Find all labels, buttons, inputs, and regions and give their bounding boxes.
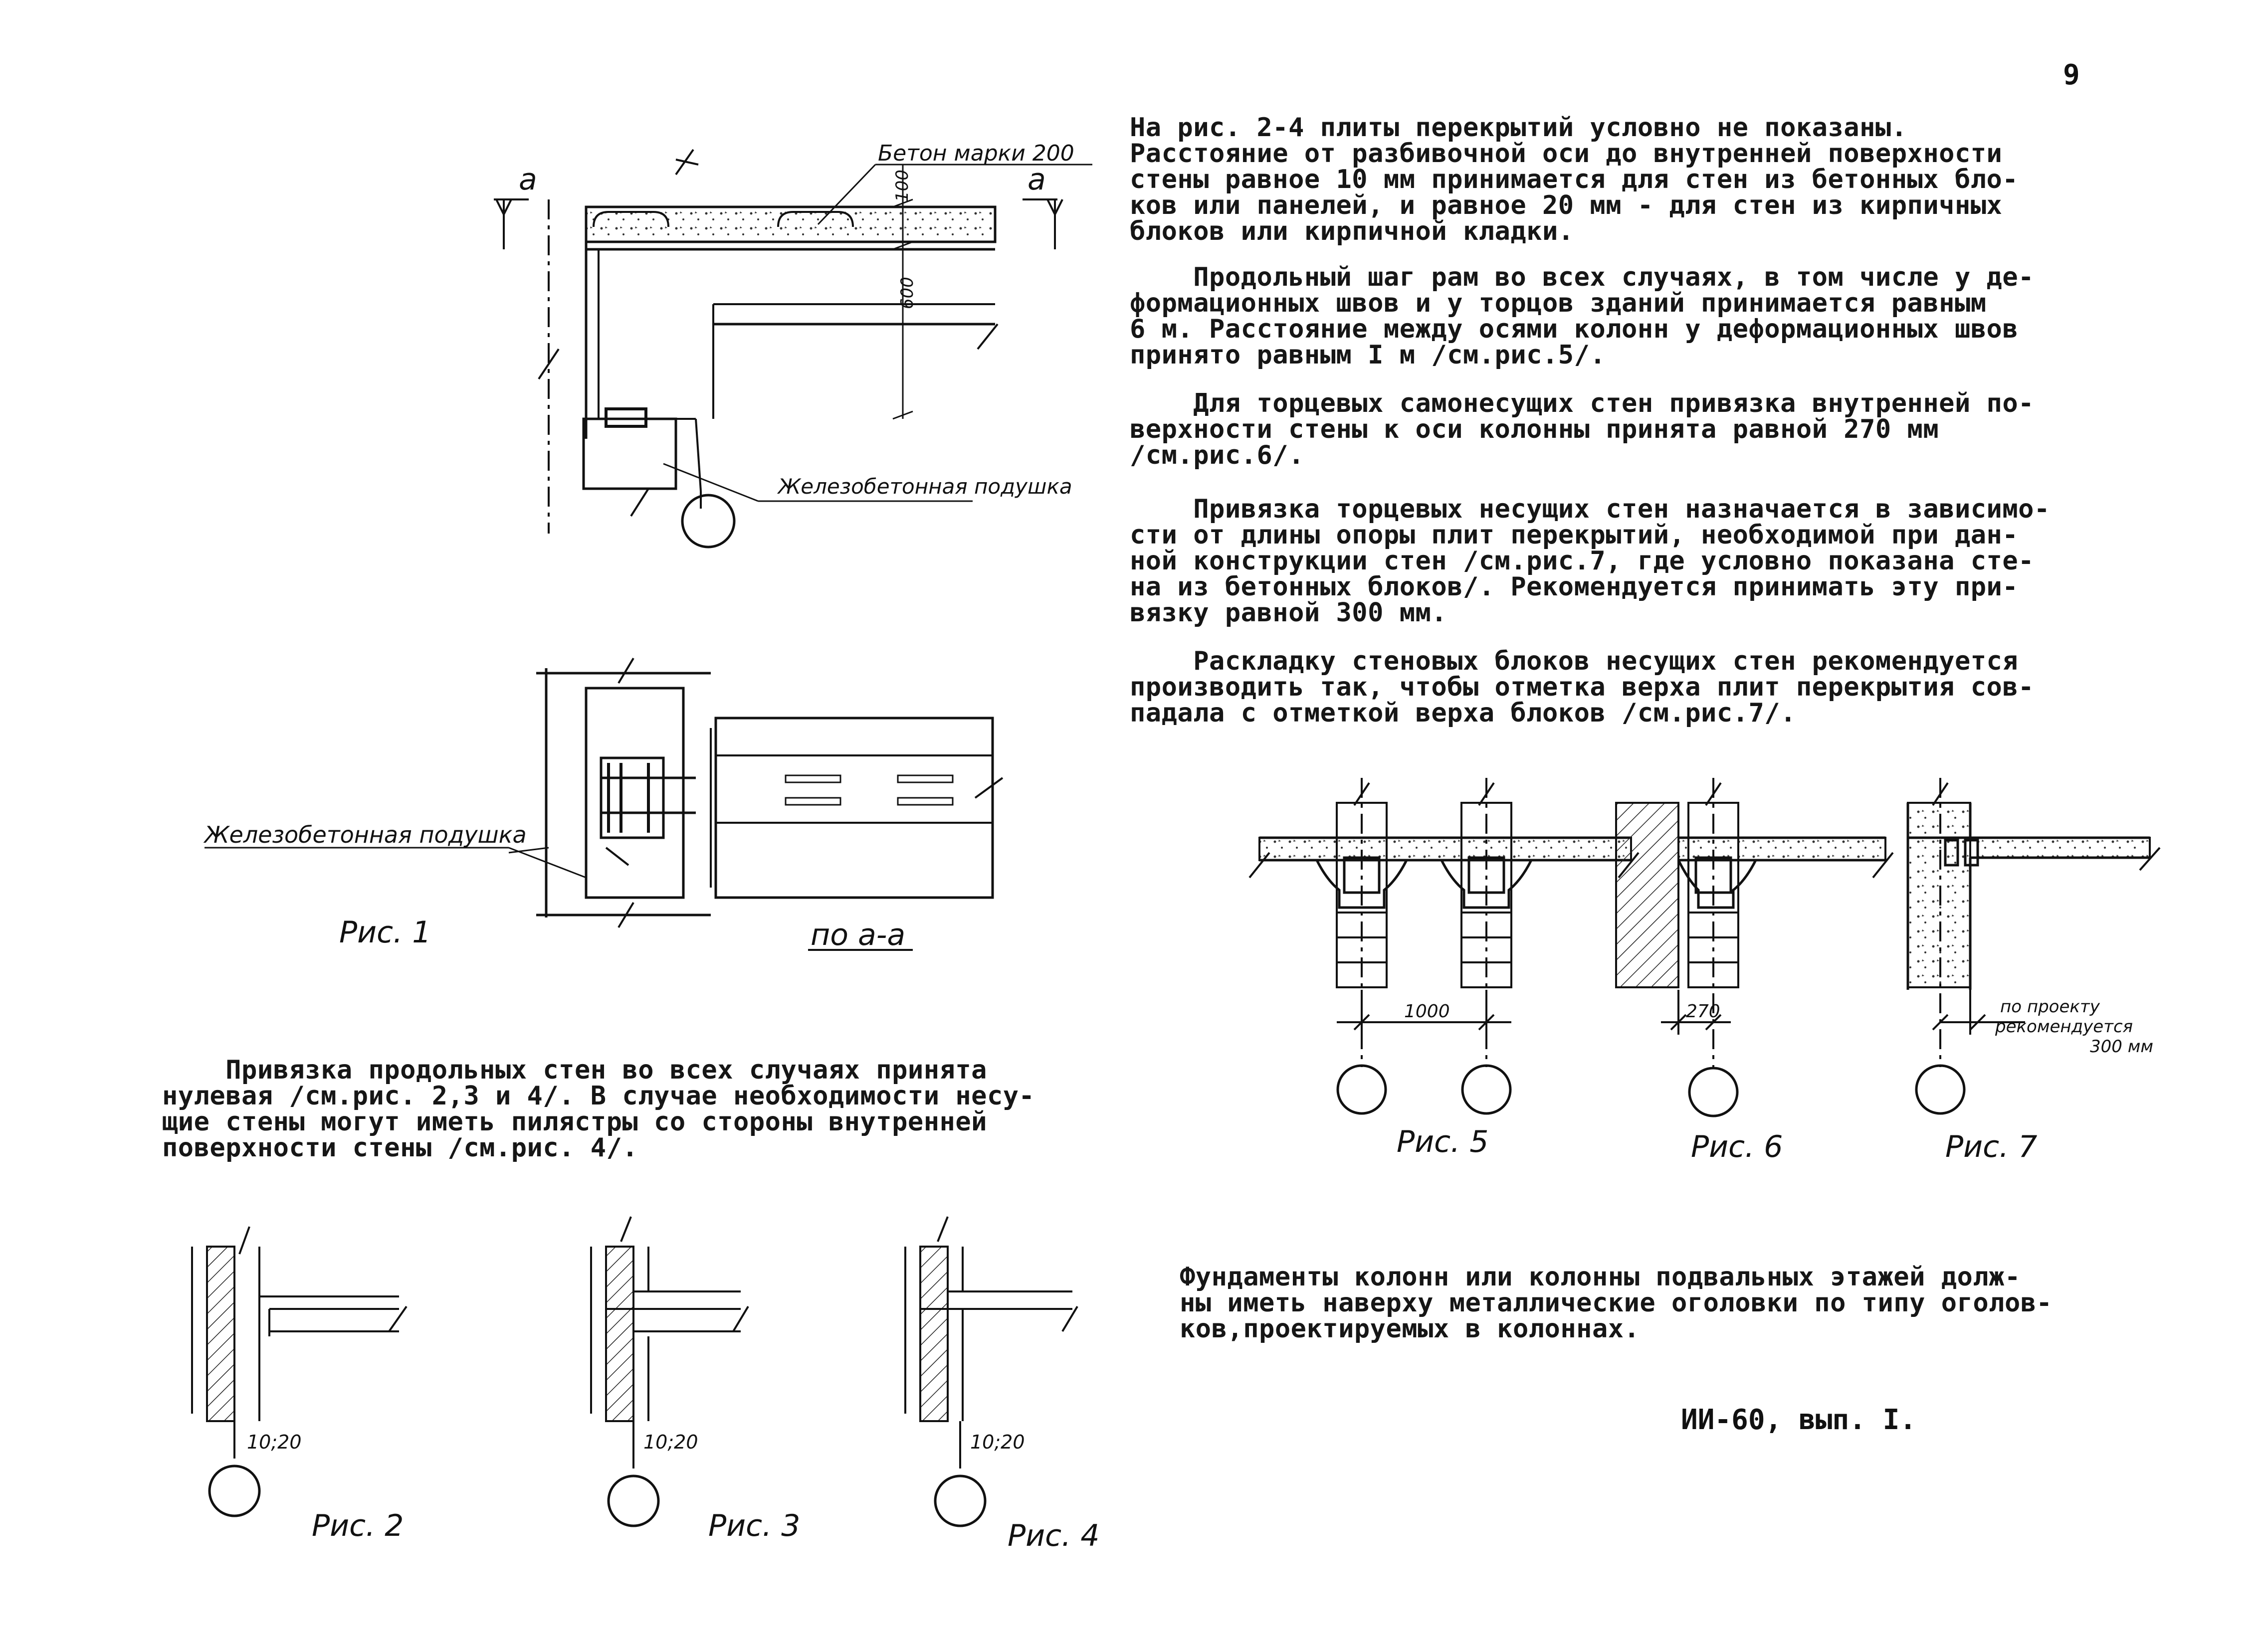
fig4-caption: Рис. 4	[1008, 1518, 1100, 1553]
fig1-pad-label-lower: Железобетонная подушка	[205, 821, 527, 848]
fig1-concrete-label: Бетон марки 200	[878, 141, 1074, 166]
fig2-dim: 10;20	[247, 1431, 302, 1453]
fig1-plan-section	[205, 658, 1003, 950]
fig7-dim-line1: по проекту	[2000, 997, 2100, 1017]
paragraph-foundations: Фундаменты колонн или колонны подвальных этажей долж- ны иметь наверху металлические оголовки по типу оголов- ков,проектируемых в колоннах.	[1180, 1262, 2053, 1344]
fig1-dim-height: 600	[897, 277, 917, 309]
fig1-dim-top: 100	[892, 170, 912, 202]
paragraph-frame-step: Продольный шаг рам во всех случаях, в том числе у де- формационных швов и у торцов зданий принимается равным 6 м. Расстояние между осями колонн у деформационных швов принято равным I м /см.рис.5/.	[1130, 262, 2034, 370]
fig3-caption: Рис. 3	[708, 1508, 801, 1543]
fig7-caption: Рис. 7	[1945, 1129, 2038, 1164]
page-number: 9	[2063, 59, 2080, 91]
fig7-dim-line3: 300 мм	[2090, 1037, 2154, 1057]
fig5-caption: Рис. 5	[1397, 1124, 1489, 1159]
paragraph-self-supporting-walls: Для торцевых самонесущих стен привязка внутренней по- верхности стены к оси колонны принята равной 270 мм /см.рис.6/.	[1130, 388, 2034, 470]
fig3-dim: 10;20	[643, 1431, 698, 1453]
fig2	[192, 1227, 407, 1516]
fig6	[1616, 778, 1893, 1116]
fig5-dim: 1000	[1404, 1001, 1450, 1022]
fig6-dim: 270	[1686, 1001, 1720, 1022]
paragraph-longitudinal-walls: Привязка продольных стен во всех случаях принята нулевая /см.рис. 2,3 и 4/. В случае необходимости несу- щие стены могут иметь пилястры со стороны внутренней поверхности стены /см.рис. 4/.	[162, 1055, 1035, 1163]
fig5	[1249, 778, 1639, 1113]
paragraph-block-layout: Раскладку стеновых блоков несущих стен рекомендуется производить так, чтобы отметка верха плит перекрытия сов- падала с отметкой верха блоков /см.рис.7/.	[1130, 646, 2034, 728]
fig3	[591, 1217, 748, 1526]
paragraph-load-bearing-walls: Привязка торцевых несущих стен назначается в зависимо- сти от длины опоры плит перекрытий, необходимой при дан- ной конструкции стен /см.рис.7, где условно показана сте- на из бетонных блоков/. Рекомендуется принимать эту при- вязку равной 300 мм.	[1130, 494, 2050, 628]
fig1-section-mark-left: a	[519, 162, 537, 197]
fig4	[905, 1217, 1077, 1526]
document-code: ИИ-60, вып. I.	[1681, 1404, 1917, 1436]
fig1-section-mark-right: a	[1028, 162, 1046, 197]
fig2-caption: Рис. 2	[312, 1508, 404, 1543]
fig4-dim: 10;20	[970, 1431, 1025, 1453]
fig6-caption: Рис. 6	[1691, 1129, 1783, 1164]
fig1-pad-label-upper: Железобетонная подушка	[778, 474, 1072, 499]
fig1-section-caption: по a-a	[811, 917, 906, 952]
paragraph-slab-note: На рис. 2-4 плиты перекрытий условно не показаны. Расстояние от разбивочной оси до внутренней поверхности стены равное 10 мм принимается для стен из бетонных бло- ков или панелей, и равное 20 мм - для стен из кирпичных блоков или кирпичной кладки.	[1130, 113, 2019, 246]
fig1-caption: Рис. 1	[339, 915, 431, 950]
fig7-dim-line2: рекомендуется	[1995, 1017, 2133, 1037]
fig7	[1908, 778, 2160, 1113]
